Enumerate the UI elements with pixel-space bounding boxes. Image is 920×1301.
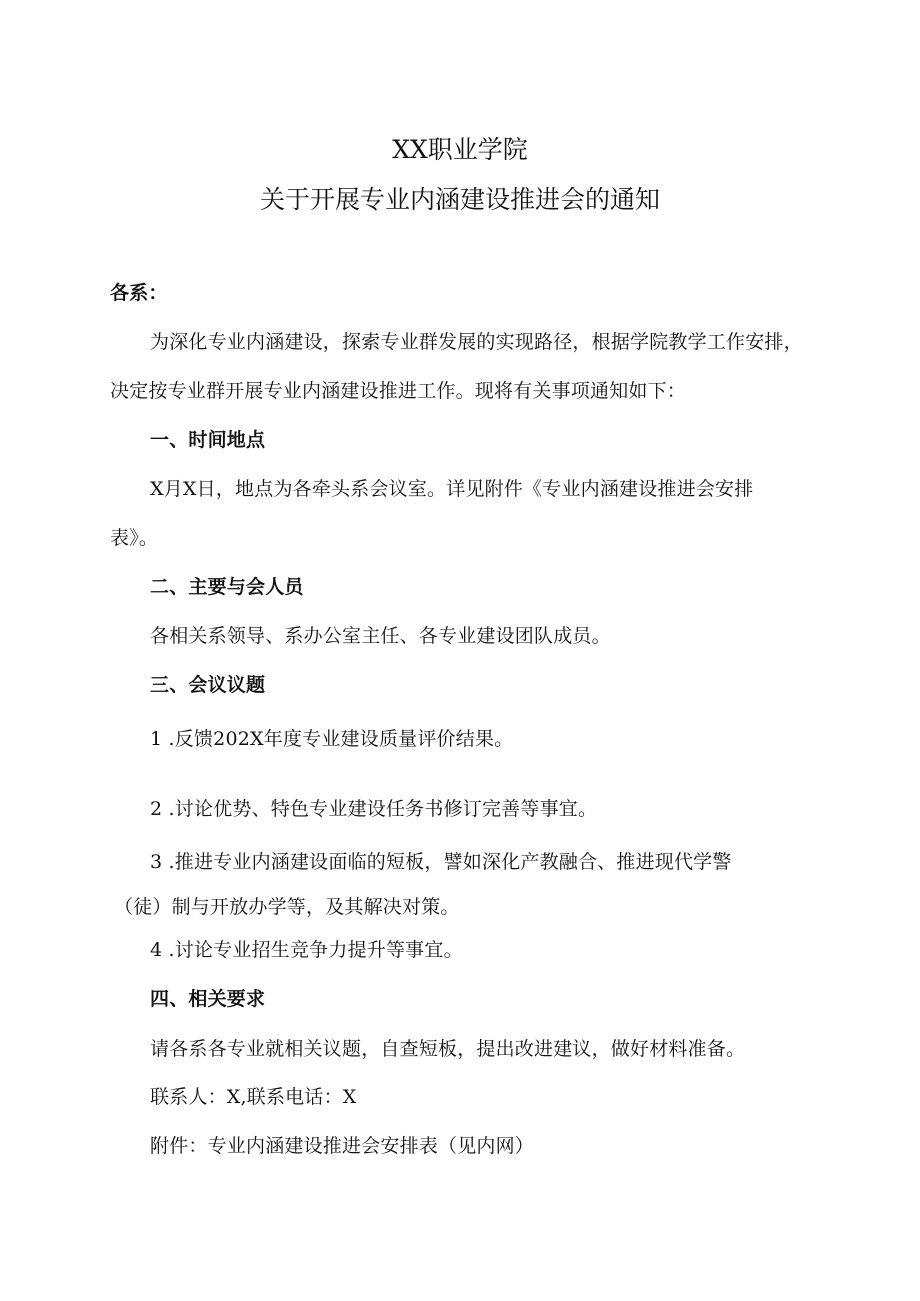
salutation: 各系： [110, 282, 168, 304]
document-title-subject: 关于开展专业内涵建设推进会的通知 [259, 185, 660, 214]
agenda-item-2: 2 .讨论优势、特色专业建设任务书修订完善等事宜。 [150, 798, 598, 820]
agenda-item-3-line-1: 3 .推进专业内涵建设面临的短板，譬如深化产教融合、推进现代学警 [150, 851, 732, 873]
section-heading-time-location: 一、时间地点 [150, 429, 266, 451]
agenda-item-3-line-2: （徒）制与开放办学等，及其解决对策。 [114, 896, 460, 918]
section-heading-agenda: 三、会议议题 [150, 674, 266, 696]
section-heading-requirements: 四、相关要求 [150, 988, 266, 1010]
contact-info: 联系人：X,联系电话：X [150, 1086, 357, 1108]
intro-paragraph-line-1: 为深化专业内涵建设，探索专业群发展的实现路径，根据学院教学工作安排， [150, 331, 803, 353]
document-title-institution: XX职业学院 [392, 135, 528, 164]
requirements-text: 请各系各专业就相关议题，自查短板，提出改进建议，做好材料准备。 [150, 1038, 746, 1060]
section-heading-attendees: 二、主要与会人员 [150, 576, 304, 598]
intro-paragraph-line-2: 决定按专业群开展专业内涵建设推进工作。现将有关事项通知如下： [110, 380, 687, 402]
attachment-note: 附件：专业内涵建设推进会安排表（见内网） [150, 1135, 535, 1157]
agenda-item-4: 4 .讨论专业招生竞争力提升等事宜。 [150, 939, 463, 961]
attendees-text: 各相关系领导、系办公室主任、各专业建设团队成员。 [150, 625, 611, 647]
time-location-text-line-2: 表》。 [110, 527, 159, 549]
time-location-text-line-1: X月X日，地点为各牵头系会议室。详见附件《专业内涵建设推进会安排 [150, 478, 754, 500]
agenda-item-1: 1 .反馈202X年度专业建设质量评价结果。 [150, 728, 514, 750]
